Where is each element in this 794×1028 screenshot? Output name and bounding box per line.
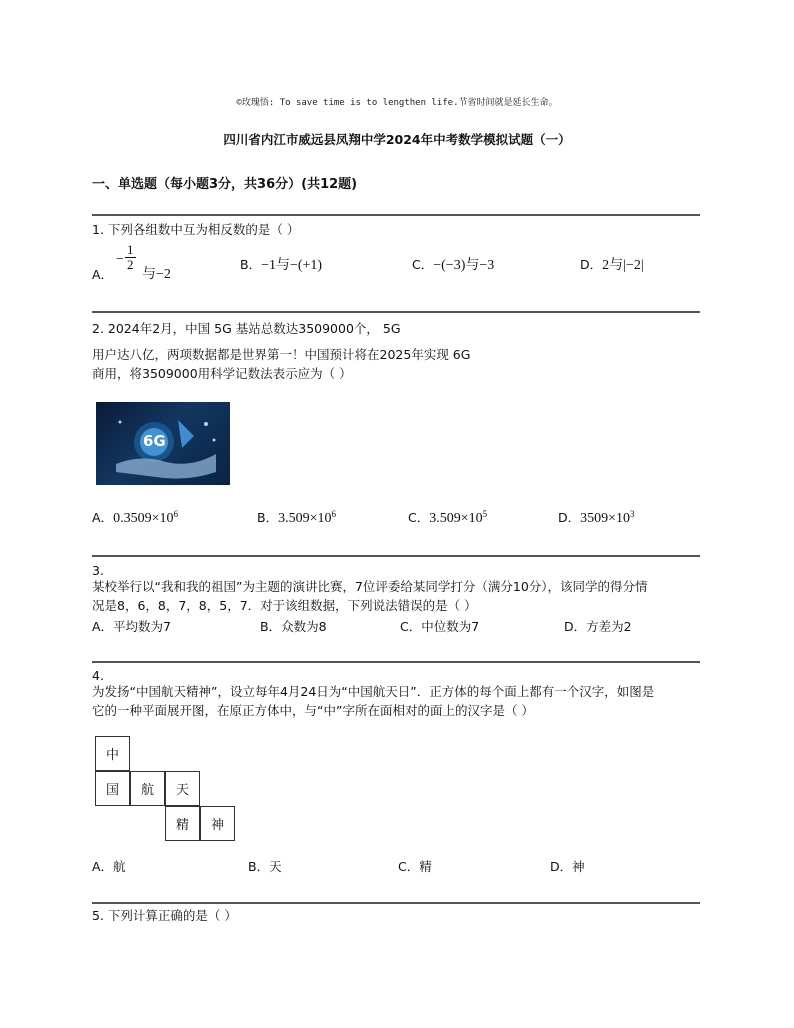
- 6g-image-text: 6G: [143, 432, 166, 450]
- q1-c-expr: −(−3)与−3: [433, 258, 495, 273]
- cube-face-jing: 精: [165, 806, 200, 841]
- q2-b-expr: 3.509×10: [278, 511, 332, 526]
- divider: [92, 661, 700, 663]
- q4-option-d[interactable]: D．神: [550, 859, 585, 874]
- q2-option-a[interactable]: [92, 508, 178, 527]
- q4-line-2: 它的一种平面展开图，在原正方体中，与“中”字所在面相对的面上的汉字是（ ）: [92, 703, 534, 718]
- q1-a-rest: 与−2: [142, 267, 171, 282]
- q2-a-exponent: 6: [173, 508, 178, 519]
- q2-a-expr: 0.3509×10: [113, 511, 174, 526]
- q2-line-2: 用户达八亿，两项数据都是世界第一！中国预计将在2025年实现 6G: [92, 347, 471, 362]
- q3-option-b[interactable]: B．众数为8: [260, 619, 327, 634]
- q3-line-1: 某校举行以“我和我的祖国”为主题的演讲比赛，7位评委给某同学打分（满分10分），该同学的得分情: [92, 579, 648, 594]
- q4-number: 4.: [92, 668, 104, 683]
- q1-a-denominator: 2: [127, 257, 134, 272]
- q4-option-b[interactable]: B．天: [248, 859, 282, 874]
- q1-a-fraction: [125, 243, 136, 272]
- q4-line-1: 为发扬“中国航天精神”，设立每年4月24日为“中国航天日”．正方体的每个面上都有一个汉字，如图是: [92, 684, 655, 699]
- q3-number: 3.: [92, 563, 104, 578]
- section-heading: 一、单选题（每小题3分，共36分）(共12题): [92, 177, 358, 192]
- cube-face-shen: 神: [200, 806, 235, 841]
- q2-b-label: B．: [257, 510, 279, 525]
- q2-d-exponent: 3: [630, 508, 635, 519]
- q2-b-exponent: 6: [331, 508, 336, 519]
- q1-c-label: C．: [412, 257, 434, 272]
- divider: [92, 555, 700, 557]
- q1-a-numerator: 1: [127, 242, 134, 257]
- q2-a-label: A．: [92, 510, 114, 525]
- cube-face-hang: 航: [130, 771, 165, 806]
- cube-face-guo: 国: [95, 771, 130, 806]
- divider: [92, 214, 700, 216]
- q1-d-label: D．: [580, 257, 603, 272]
- q2-line-1: 2. 2024年2月，中国 5G 基站总数达3509000个， 5G: [92, 321, 401, 336]
- q3-option-d[interactable]: D．方差为2: [564, 619, 632, 634]
- 6g-illustration: [96, 402, 230, 485]
- q1-b-label: B．: [240, 257, 262, 272]
- q1-option-c[interactable]: [412, 254, 494, 274]
- cube-face-zhong: 中: [95, 736, 130, 771]
- q2-d-expr: 3509×10: [580, 511, 631, 526]
- motto: ©玫瑰悟: To save time is to lengthen life.节省时间就是延长生命。: [236, 98, 558, 108]
- q1-option-a[interactable]: [92, 243, 212, 281]
- q5-stem: 5. 下列计算正确的是（ ）: [92, 908, 237, 923]
- q4-option-a[interactable]: A．航: [92, 859, 126, 874]
- page-title: 四川省内江市威远县凤翔中学2024年中考数学模拟试题（一）: [223, 132, 571, 147]
- q3-option-a[interactable]: A．平均数为7: [92, 619, 172, 634]
- q3-option-c[interactable]: C．中位数为7: [400, 619, 480, 634]
- q2-option-b[interactable]: [257, 508, 336, 527]
- q2-c-expr: 3.509×10: [429, 511, 483, 526]
- q2-c-exponent: 5: [482, 508, 488, 519]
- q3-line-2: 况是8，6，8，7，8，5，7．对于该组数据，下列说法错误的是（ ）: [92, 598, 477, 613]
- q2-option-c[interactable]: [408, 508, 487, 527]
- q1-d-expr: 2与|−2|: [602, 258, 644, 273]
- divider: [92, 311, 700, 313]
- cube-net: [95, 736, 240, 846]
- q2-option-d[interactable]: [558, 508, 635, 527]
- q2-line-3: 商用，将3509000用科学记数法表示应为（ ）: [92, 366, 352, 381]
- divider: [92, 902, 700, 904]
- q4-option-c[interactable]: C．精: [398, 859, 432, 874]
- q1-b-expr: −1与−(+1): [261, 258, 323, 273]
- q2-d-label: D．: [558, 510, 581, 525]
- q2-c-label: C．: [408, 510, 430, 525]
- cube-face-tian: 天: [165, 771, 200, 806]
- q1-stem: 1. 下列各组数中互为相反数的是（ ）: [92, 222, 300, 237]
- q1-option-d[interactable]: [580, 254, 644, 274]
- q1-option-b[interactable]: [240, 254, 322, 274]
- q1-a-minus: −: [116, 252, 124, 267]
- q1-a-label: A．: [92, 267, 114, 282]
